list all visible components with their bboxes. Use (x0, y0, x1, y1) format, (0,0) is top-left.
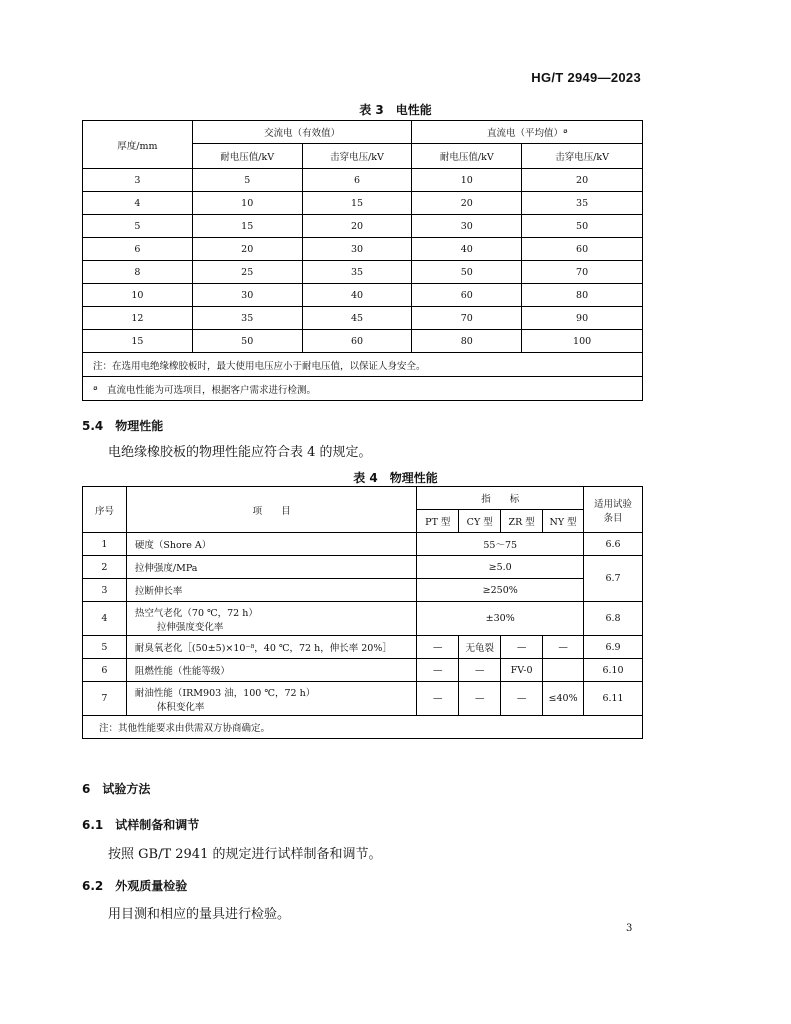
type-cy: CY 型 (459, 510, 501, 533)
type-zr: ZR 型 (501, 510, 543, 533)
cell: 6 (83, 659, 127, 682)
cell: — (459, 659, 501, 682)
table-row (83, 602, 643, 636)
cell: 20 (302, 215, 412, 238)
cell: — (543, 636, 584, 659)
cell: 6.9 (584, 636, 643, 659)
cell: 5 (83, 636, 127, 659)
cell: 60 (412, 284, 522, 307)
cell: 15 (302, 192, 412, 215)
dc-withstand-header: 耐电压值/kV (412, 144, 522, 169)
cell: 20 (192, 238, 302, 261)
cell: 15 (192, 215, 302, 238)
cell: 50 (192, 330, 302, 353)
table-row (83, 556, 643, 579)
cell: — (501, 682, 543, 716)
cell: — (501, 636, 543, 659)
table-row (83, 330, 643, 353)
table-row (83, 682, 643, 716)
cell: 12 (83, 307, 193, 330)
cell: 耐臭氧老化［(50±5)×10⁻⁸，40 ℃，72 h，伸长率 20%］ (126, 636, 416, 659)
cell: 70 (522, 261, 643, 284)
section-6-2-text: 用目测和相应的量具进行检验。 (108, 907, 291, 922)
item-subtext: 拉伸强度变化率 (156, 621, 224, 633)
item-subtext: 体积变化率 (156, 701, 205, 713)
section-6-2-heading: 6.2 外观质量检验 (82, 879, 188, 893)
cell: 30 (412, 215, 522, 238)
table-row (83, 307, 643, 330)
cell: — (459, 682, 501, 716)
cell: 6 (83, 238, 193, 261)
cell: 阻燃性能（性能等级） (126, 659, 416, 682)
table-row (83, 659, 643, 682)
cell: 10 (83, 284, 193, 307)
section-5-4-heading: 5.4 物理性能 (82, 419, 164, 433)
table-row (83, 261, 643, 284)
cell: ±30% (417, 602, 584, 636)
cell: 50 (412, 261, 522, 284)
cell (126, 682, 416, 716)
cell: 35 (522, 192, 643, 215)
cell: 60 (302, 330, 412, 353)
cell: 40 (302, 284, 412, 307)
cell: 90 (522, 307, 643, 330)
cell: 拉伸强度/MPa (126, 556, 416, 579)
table3-caption: 表 3 电性能 (359, 103, 432, 117)
cell: 2 (83, 556, 127, 579)
type-pt: PT 型 (417, 510, 459, 533)
cell (126, 602, 416, 636)
cell: 6.8 (584, 602, 643, 636)
table-row (83, 636, 643, 659)
cell: 3 (83, 579, 127, 602)
cell: 80 (412, 330, 522, 353)
section-6-heading: 6 试验方法 (82, 782, 151, 796)
cell: FV-0 (501, 659, 543, 682)
electrical-properties-table (82, 120, 643, 401)
cell: 30 (302, 238, 412, 261)
cell: 40 (412, 238, 522, 261)
col-item: 项 目 (126, 487, 416, 533)
cell: 10 (412, 169, 522, 192)
section-5-4-text: 电绝缘橡胶板的物理性能应符合表 4 的规定。 (108, 445, 372, 460)
col-method: 适用试验条目 (584, 487, 643, 533)
table3-note: 注：在选用电绝缘橡胶板时，最大使用电压应小于耐电压值，以保证人身安全。 (83, 353, 643, 377)
cell: — (417, 636, 459, 659)
table4-note: 注：其他性能要求由供需双方协商确定。 (83, 716, 643, 739)
section-6-1-text: 按照 GB/T 2941 的规定进行试样制备和调节。 (108, 847, 382, 862)
section-6-1-heading: 6.1 试样制备和调节 (82, 818, 200, 832)
group-ac: 交流电（有效值） (192, 121, 412, 144)
cell: 55～75 (417, 533, 584, 556)
item-text: 耐油性能（IRM903 油，100 ℃，72 h） (134, 687, 316, 699)
cell: 无龟裂 (459, 636, 501, 659)
cell: 6.6 (584, 533, 643, 556)
cell: 15 (83, 330, 193, 353)
cell: 6.10 (584, 659, 643, 682)
cell: — (417, 682, 459, 716)
cell: ≥250% (417, 579, 584, 602)
cell: 1 (83, 533, 127, 556)
table-row (83, 579, 643, 602)
cell: 6.7 (584, 556, 643, 602)
col-thickness: 厚度/mm (83, 121, 193, 169)
cell: 60 (522, 238, 643, 261)
cell: 80 (522, 284, 643, 307)
table3-footnote: ª 直流电性能为可选项目，根据客户需求进行检测。 (83, 377, 643, 401)
cell: 10 (192, 192, 302, 215)
cell: 3 (83, 169, 193, 192)
cell: 8 (83, 261, 193, 284)
table-row (83, 284, 643, 307)
table-row (83, 238, 643, 261)
cell: 35 (192, 307, 302, 330)
col-no: 序号 (83, 487, 127, 533)
cell: 4 (83, 192, 193, 215)
table-row (83, 192, 643, 215)
document-id: HG/T 2949—2023 (531, 70, 641, 85)
cell: 50 (522, 215, 643, 238)
cell: 5 (83, 215, 193, 238)
cell: — (417, 659, 459, 682)
cell: 20 (522, 169, 643, 192)
cell: 6 (302, 169, 412, 192)
cell: 20 (412, 192, 522, 215)
physical-properties-table (82, 486, 643, 739)
cell: 70 (412, 307, 522, 330)
cell: 25 (192, 261, 302, 284)
cell: 7 (83, 682, 127, 716)
cell: 4 (83, 602, 127, 636)
cell: 6.11 (584, 682, 643, 716)
cell: 5 (192, 169, 302, 192)
col-index: 指 标 (417, 487, 584, 510)
item-text: 热空气老化（70 ℃，72 h） (134, 607, 258, 619)
cell: 30 (192, 284, 302, 307)
table4-caption: 表 4 物理性能 (353, 471, 438, 485)
cell: 45 (302, 307, 412, 330)
cell: ≤40% (543, 682, 584, 716)
ac-withstand-header: 耐电压值/kV (192, 144, 302, 169)
type-ny: NY 型 (543, 510, 584, 533)
cell: 硬度（Shore A） (126, 533, 416, 556)
page-number: 3 (626, 923, 633, 934)
cell (543, 659, 584, 682)
ac-breakdown-header: 击穿电压/kV (302, 144, 412, 169)
dc-breakdown-header: 击穿电压/kV (522, 144, 643, 169)
table-row (83, 169, 643, 192)
table-row (83, 215, 643, 238)
table-row (83, 533, 643, 556)
cell: 100 (522, 330, 643, 353)
group-dc: 直流电（平均值）ª (412, 121, 643, 144)
cell: 35 (302, 261, 412, 284)
cell: ≥5.0 (417, 556, 584, 579)
cell: 拉断伸长率 (126, 579, 416, 602)
